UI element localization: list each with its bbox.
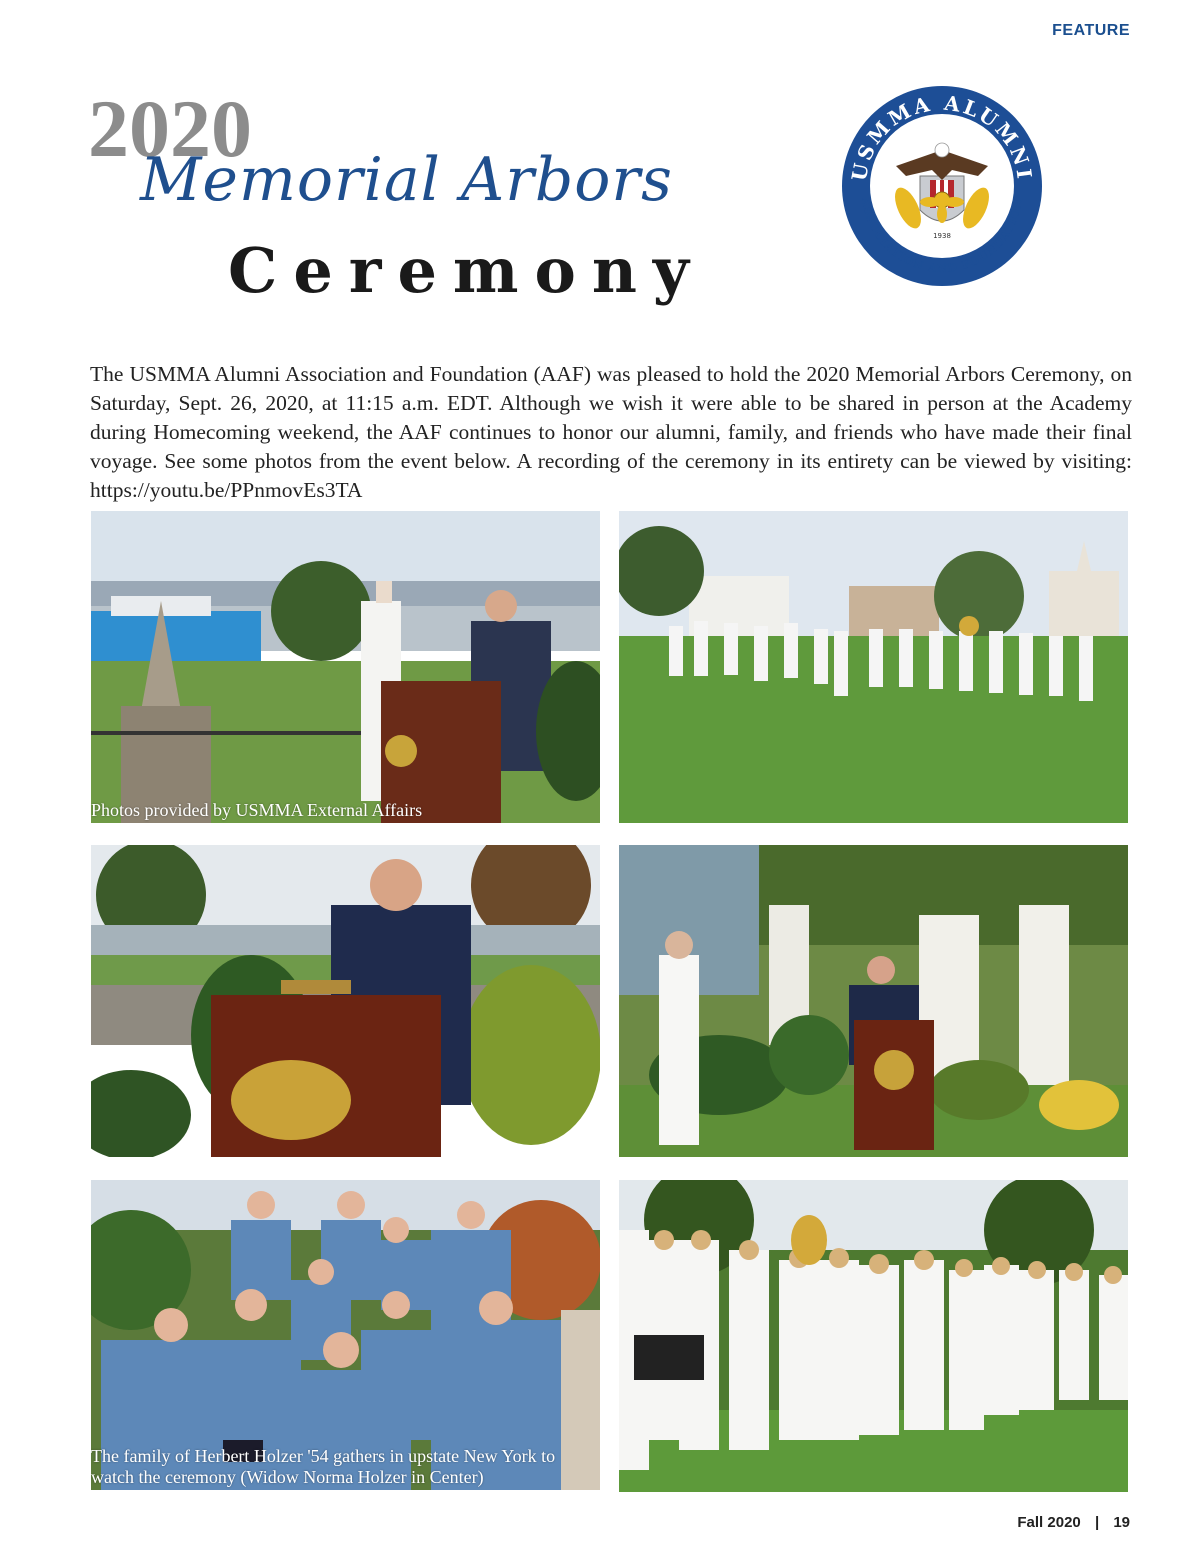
band-on-lawn-photo: [619, 511, 1128, 823]
logo-year: 1938: [933, 232, 951, 240]
speaker-at-podium-photo: [91, 845, 600, 1157]
photo-caption-family: The family of Herbert Holzer '54 gathers in upstate New York to watch the ceremony (Widow Norma Holzer in Center): [91, 1446, 556, 1487]
usmma-alumni-logo: [836, 80, 1048, 292]
waterfront-podium-photo: [91, 511, 600, 823]
photo-caption-credit: Photos provided by USMMA External Affairs: [91, 800, 423, 820]
title-script: Memorial Arbors: [140, 145, 673, 215]
holzer-family-photo: [91, 1180, 600, 1490]
logo-bottom-text: ASSOCIATION AND FOUNDATION: [859, 196, 1025, 276]
title-ceremony: Ceremony: [228, 234, 705, 307]
footer-issue: Fall 2020: [1017, 1514, 1081, 1531]
footer-separator: |: [1094, 1514, 1100, 1531]
title-year: 2020: [88, 83, 252, 174]
page-footer: [1017, 1514, 1130, 1531]
midshipmen-band-photo: [619, 1180, 1128, 1492]
footer-page-number: 19: [1113, 1514, 1130, 1531]
logo-top-text: USMMA ALUMNI: [846, 90, 1037, 183]
intro-paragraph: The USMMA Alumni Association and Foundation (AAF) was pleased to hold the 2020 Memorial Arbors Ceremony, on Saturday, Sept. 26, 2020, at 11:15 a.m. EDT. Although we wish it were able to be shared in person at the Academy during Homecoming weekend, the AAF continues to honor our alumni, family, and friends who have made their final voyage. See some photos from the event below. A recording of the ceremony in its entirety can be viewed by visiting: https://youtu.be/PPnmovEs3TA: [90, 361, 1132, 502]
arbor-podium-photo: [619, 845, 1128, 1157]
section-label: FEATURE: [1052, 22, 1130, 39]
